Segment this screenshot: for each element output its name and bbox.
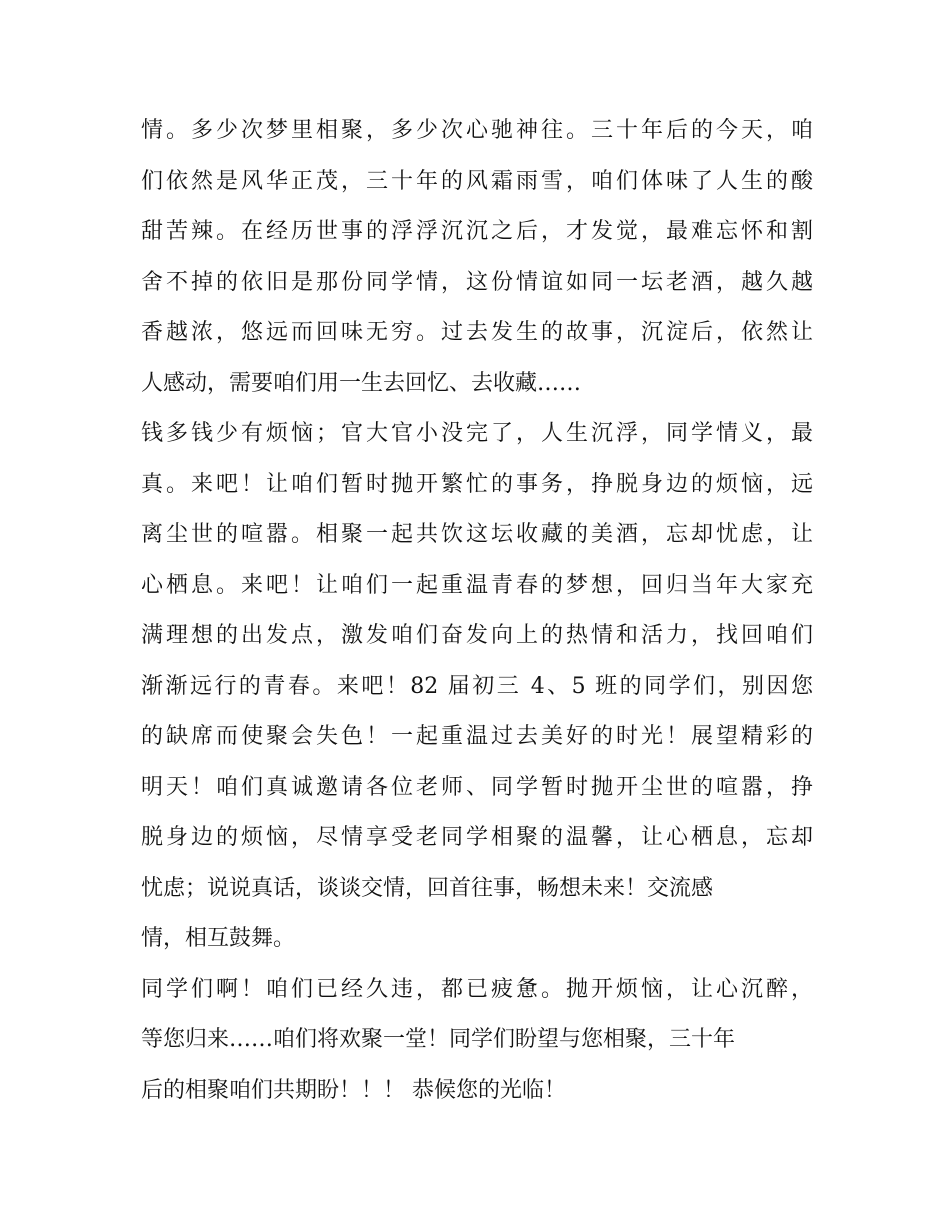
text-line: 真。来吧！让咱们暂时抛开繁忙的事务，挣脱身边的烦恼，远 <box>141 471 813 497</box>
text-line: 甜苦辣。在经历世事的浮浮沉沉之后，才发觉，最难忘怀和割 <box>141 219 813 244</box>
text-line: 心栖息。来吧！让咱们一起重温青春的梦想，回归当年大家充 <box>141 572 813 598</box>
text-line: 满理想的出发点，激发咱们奋发向上的热情和活力，找回咱们 <box>141 623 813 648</box>
text-line: 情，相互鼓舞。 <box>141 926 296 951</box>
text-line: 的缺席而使聚会失色！一起重温过去美好的时光！展望精彩的 <box>141 724 813 749</box>
text-line: 明天！咱们真诚邀请各位老师、同学暂时抛开尘世的喧嚣，挣 <box>141 774 813 800</box>
text-line: 同学们啊！咱们已经久违，都已疲惫。抛开烦恼，让心沉醉， <box>141 976 813 1002</box>
text-line: 人感动，需要咱们用一生去回忆、去收藏…… <box>141 370 582 396</box>
text-line: 后的相聚咱们共期盼！！！ 恭候您的光临！ <box>141 1077 566 1103</box>
paragraph-closing <box>141 965 813 1117</box>
document-body <box>141 106 813 1116</box>
text-line: 离尘世的喧嚣。相聚一起共饮这坛收藏的美酒，忘却忧虑，让 <box>141 522 813 547</box>
text-line: 情。多少次梦里相聚，多少次心驰神往。三十年后的今天，咱 <box>141 118 813 143</box>
paragraph-reunion-memories <box>141 106 813 409</box>
paragraph-invitation-come <box>141 409 813 965</box>
text-line: 们依然是风华正茂，三十年的风霜雨雪，咱们体味了人生的酸 <box>141 168 813 194</box>
text-line: 香越浓，悠远而回味无穷。过去发生的故事，沉淀后，依然让 <box>141 320 813 345</box>
text-line: 渐渐远行的青春。来吧！82 届初三 4、5 班的同学们，别因您 <box>141 673 813 699</box>
text-line: 脱身边的烦恼，尽情享受老同学相聚的温馨，让心栖息，忘却 <box>141 825 813 850</box>
text-line: 等您归来……咱们将欢聚一堂！同学们盼望与您相聚，三十年 <box>141 1027 736 1052</box>
text-line: 钱多钱少有烦恼；官大官小没完了，人生沉浮，同学情义，最 <box>141 421 813 446</box>
text-line: 忧虑；说说真话，谈谈交情，回首往事，畅想未来！交流感 <box>141 875 714 901</box>
text-line: 舍不掉的依旧是那份同学情，这份情谊如同一坛老酒，越久越 <box>141 269 813 295</box>
